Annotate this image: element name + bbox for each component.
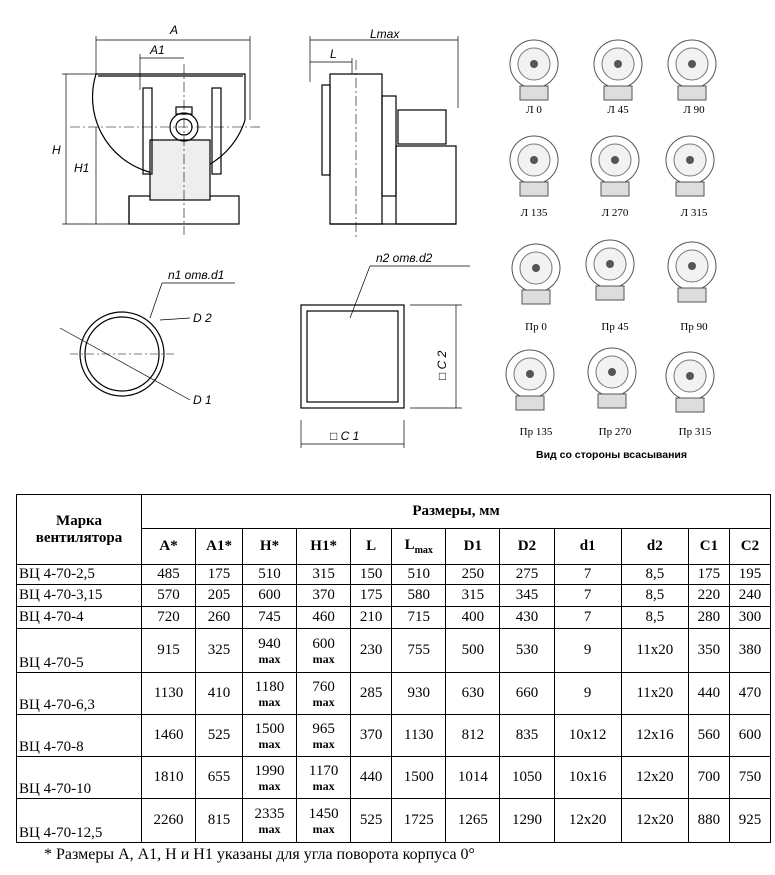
table-row	[17, 565, 771, 585]
cell-value: 940	[258, 636, 281, 652]
round-flange	[60, 283, 235, 400]
col-header: d2	[621, 529, 688, 565]
table-cell: 7	[554, 607, 621, 629]
fan-model: ВЦ 4-70-5	[17, 629, 142, 673]
table-cell: 11x20	[621, 629, 688, 673]
table-cell: 300	[729, 607, 770, 629]
view-label: Л 90	[683, 104, 705, 116]
view-10	[588, 348, 636, 408]
table-cell: 1130	[392, 715, 446, 757]
table-cell: 2260	[142, 799, 196, 843]
table-cell: 470	[729, 673, 770, 715]
table-cell: 280	[688, 607, 729, 629]
view-7	[586, 240, 634, 300]
table-cell: 350	[688, 629, 729, 673]
table-cell: 930	[392, 673, 446, 715]
table-cell: 430	[500, 607, 554, 629]
dim-A-label: A	[170, 23, 179, 37]
table-cell: 755	[392, 629, 446, 673]
table-cell: 1725	[392, 799, 446, 843]
table-row	[17, 799, 771, 843]
max-note: max	[258, 652, 281, 666]
table-cell: 8,5	[621, 607, 688, 629]
col-header: D2	[500, 529, 554, 565]
view-label: Л 135	[520, 207, 548, 219]
dimensions-table	[16, 494, 771, 843]
view-label: Л 315	[680, 207, 708, 219]
side-view	[310, 36, 458, 240]
max-note: max	[258, 779, 281, 793]
col-header: A1*	[196, 529, 243, 565]
table-cell: 525	[196, 715, 243, 757]
fan-model: ВЦ 4-70-4	[17, 607, 142, 629]
view-9	[506, 350, 554, 410]
table-cell: 440	[688, 673, 729, 715]
table-cell: 220	[688, 585, 729, 607]
view-2	[668, 40, 716, 100]
view-5	[666, 136, 714, 196]
table-cell: 1460	[142, 715, 196, 757]
view-label: Л 270	[601, 207, 629, 219]
table-cell: 812	[446, 715, 500, 757]
dim-D1-label: D 1	[193, 393, 212, 407]
max-note: max	[258, 822, 281, 836]
table-cell: 195	[729, 565, 770, 585]
header-group: Размеры, мм	[142, 495, 771, 529]
table-cell: 345	[500, 585, 554, 607]
table-cell: 460	[297, 607, 351, 629]
table-cell: 285	[351, 673, 392, 715]
table-cell: 1130	[142, 673, 196, 715]
table-cell: 175	[196, 565, 243, 585]
table-cell: 1050	[500, 757, 554, 799]
view-label: Пр 0	[525, 321, 547, 333]
col-header: H*	[242, 529, 296, 565]
table-cell: 440	[351, 757, 392, 799]
table-cell: 485	[142, 565, 196, 585]
table-cell: 10x16	[554, 757, 621, 799]
col-header: d1	[554, 529, 621, 565]
table-row	[17, 607, 771, 629]
table-cell	[297, 629, 351, 673]
view-6	[512, 244, 560, 304]
table-cell: 250	[446, 565, 500, 585]
table-cell: 8,5	[621, 565, 688, 585]
n2-label: n2 отв.d2	[376, 251, 433, 265]
table-cell: 835	[500, 715, 554, 757]
dim-H-label: H	[52, 143, 61, 157]
dim-C2-label: □ C 2	[435, 350, 449, 380]
col-header: $L_{max}$	[392, 529, 446, 565]
table-row	[17, 673, 771, 715]
max-note: max	[312, 822, 335, 836]
table-cell	[297, 673, 351, 715]
table-cell	[297, 799, 351, 843]
table-cell: 400	[446, 607, 500, 629]
col-header: L	[351, 529, 392, 565]
table-cell: 410	[196, 673, 243, 715]
fan-model: ВЦ 4-70-10	[17, 757, 142, 799]
table-cell: 750	[729, 757, 770, 799]
cell-value: 600	[312, 636, 335, 652]
fan-model: ВЦ 4-70-2,5	[17, 565, 142, 585]
dim-D2-label: D 2	[193, 311, 212, 325]
table-cell: 1265	[446, 799, 500, 843]
max-note: max	[258, 695, 281, 709]
view-3	[510, 136, 558, 196]
table-cell: 815	[196, 799, 243, 843]
table-cell: 715	[392, 607, 446, 629]
table-cell: 510	[242, 565, 296, 585]
fan-model: ВЦ 4-70-3,15	[17, 585, 142, 607]
table-cell: 240	[729, 585, 770, 607]
view-1	[594, 40, 642, 100]
max-note: max	[312, 737, 335, 751]
view-label: Пр 135	[519, 426, 553, 438]
table-cell: 315	[446, 585, 500, 607]
table-cell	[242, 673, 296, 715]
table-cell: 525	[351, 799, 392, 843]
front-view	[62, 36, 260, 235]
dim-L-label: L	[330, 47, 337, 61]
table-cell: 880	[688, 799, 729, 843]
table-cell: 7	[554, 565, 621, 585]
col-header: C1	[688, 529, 729, 565]
dim-Lmax-label: Lmax	[370, 27, 400, 41]
table-cell	[242, 799, 296, 843]
table-cell: 630	[446, 673, 500, 715]
view-4	[591, 136, 639, 196]
table-cell: 230	[351, 629, 392, 673]
view-8	[668, 242, 716, 302]
view-label: Пр 45	[601, 321, 629, 333]
table-cell: 7	[554, 585, 621, 607]
cell-value: 1180	[254, 679, 285, 695]
table-cell: 1810	[142, 757, 196, 799]
table-cell: 500	[446, 629, 500, 673]
table-cell: 205	[196, 585, 243, 607]
table-cell: 570	[142, 585, 196, 607]
table-cell: 580	[392, 585, 446, 607]
max-note: max	[258, 737, 281, 751]
cell-value: 2335	[254, 806, 285, 822]
col-header: A*	[142, 529, 196, 565]
table-cell	[242, 715, 296, 757]
table-cell: 380	[729, 629, 770, 673]
fan-model: ВЦ 4-70-12,5	[17, 799, 142, 843]
table-cell: 700	[688, 757, 729, 799]
table-cell: 12x16	[621, 715, 688, 757]
max-note: max	[312, 652, 335, 666]
table-row	[17, 585, 771, 607]
view-11	[666, 352, 714, 412]
table-cell: 915	[142, 629, 196, 673]
dim-A1-label: A1	[150, 43, 165, 57]
table-cell: 10x12	[554, 715, 621, 757]
table-cell: 720	[142, 607, 196, 629]
table-row	[17, 715, 771, 757]
table-cell: 600	[729, 715, 770, 757]
table-cell: 8,5	[621, 585, 688, 607]
table-cell: 12x20	[621, 799, 688, 843]
table-row	[17, 629, 771, 673]
fan-model: ВЦ 4-70-6,3	[17, 673, 142, 715]
dim-H1-label: H1	[74, 161, 90, 175]
table-cell: 925	[729, 799, 770, 843]
table-cell: 745	[242, 607, 296, 629]
header-mark: Марка вентилятора	[17, 495, 142, 565]
n1-label: n1 отв.d1	[168, 268, 225, 282]
table-cell	[242, 629, 296, 673]
col-header: D1	[446, 529, 500, 565]
table-cell: 12x20	[621, 757, 688, 799]
table-cell: 560	[688, 715, 729, 757]
table-cell	[297, 715, 351, 757]
cell-value: 1990	[254, 763, 285, 779]
cell-value: 1450	[308, 806, 339, 822]
table-cell: 9	[554, 629, 621, 673]
cell-value: 965	[312, 721, 335, 737]
table-cell: 1500	[392, 757, 446, 799]
max-note: max	[312, 779, 335, 793]
fan-model: ВЦ 4-70-8	[17, 715, 142, 757]
table-cell: 530	[500, 629, 554, 673]
table-cell: 370	[351, 715, 392, 757]
table-cell	[242, 757, 296, 799]
table-row	[17, 757, 771, 799]
table-cell: 12x20	[554, 799, 621, 843]
cell-value: 1170	[308, 763, 339, 779]
max-note: max	[312, 695, 335, 709]
table-cell: 1290	[500, 799, 554, 843]
table-cell: 210	[351, 607, 392, 629]
table-cell: 275	[500, 565, 554, 585]
view-label: Пр 270	[598, 426, 632, 438]
view-0	[510, 40, 558, 100]
views-caption: Вид со стороны всасывания	[536, 449, 687, 461]
table-cell: 315	[297, 565, 351, 585]
table-cell: 660	[500, 673, 554, 715]
cell-value: 760	[312, 679, 335, 695]
table-cell: 11x20	[621, 673, 688, 715]
dim-C1-label: □ C 1	[330, 429, 360, 443]
view-label: Пр 90	[680, 321, 708, 333]
table-cell: 260	[196, 607, 243, 629]
table-cell: 370	[297, 585, 351, 607]
table-cell: 175	[351, 585, 392, 607]
table-cell	[297, 757, 351, 799]
table-cell: 9	[554, 673, 621, 715]
view-label: Л 0	[526, 104, 542, 116]
table-cell: 325	[196, 629, 243, 673]
cell-value: 1500	[254, 721, 285, 737]
view-label: Пр 315	[678, 426, 712, 438]
table-cell: 655	[196, 757, 243, 799]
col-header: C2	[729, 529, 770, 565]
table-cell: 600	[242, 585, 296, 607]
table-cell: 175	[688, 565, 729, 585]
footnote: * Размеры А, А1, Н и Н1 указаны для угла поворота корпуса 0°	[44, 846, 475, 863]
table-body	[17, 565, 771, 843]
table-cell: 510	[392, 565, 446, 585]
col-header: H1*	[297, 529, 351, 565]
table-cell: 1014	[446, 757, 500, 799]
table-cell: 150	[351, 565, 392, 585]
view-label: Л 45	[607, 104, 629, 116]
